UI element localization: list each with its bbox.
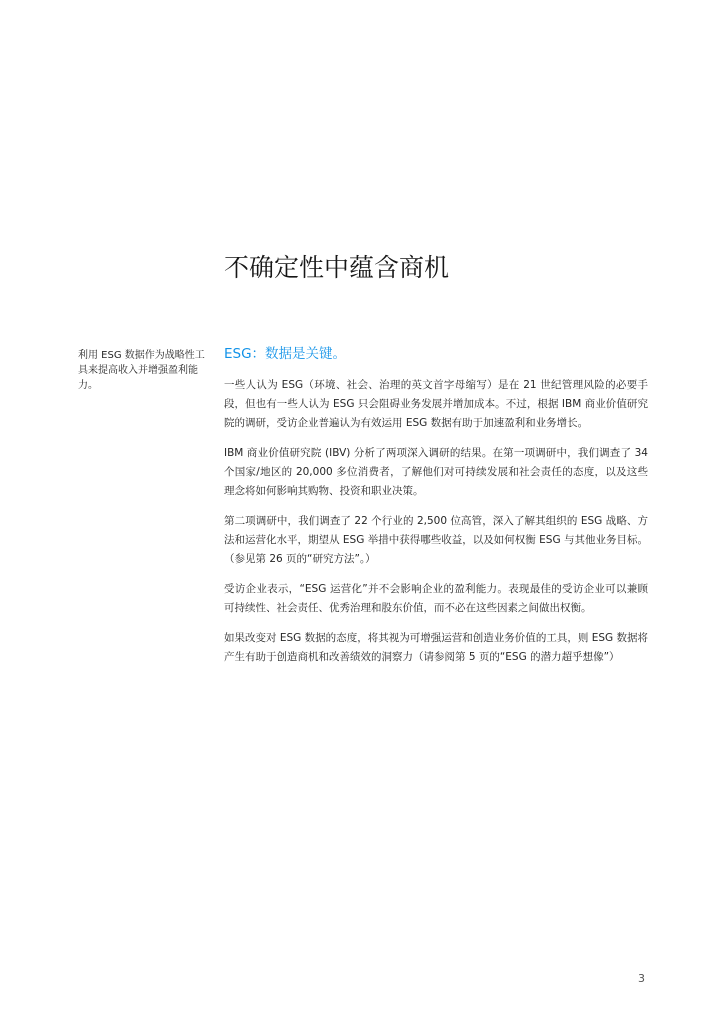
body-paragraph-1: 一些人认为 ESG（环境、社会、治理的英文首字母缩写）是在 21 世纪管理风险的必要手段，但也有一些人认为 ESG 只会阻碍业务发展并增加成本。不过，根据 IBM 商业价值研究院的调研，受访企业普遍认为有效运用 ESG 数据有助于加速盈利和业务增长。 [224,379,648,429]
main-content [224,344,648,678]
page-title: 不确定性中蕴含商机 [224,253,450,282]
body-paragraph-4: 受访企业表示，“ESG 运营化”并不会影响企业的盈利能力。表现最佳的受访企业可以兼顾可持续性、社会责任、优秀治理和股东价值，而不必在这些因素之间做出权衡。 [224,583,648,614]
body-paragraph-5: 如果改变对 ESG 数据的态度，将其视为可增强运营和创造业务价值的工具，则 ESG 数据将产生有助于创造商机和改善绩效的洞察力（请参阅第 5 页的“ESG 的潜力超乎想像”） [224,632,648,663]
sidebar-note: 利用 ESG 数据作为战略性工具来提高收入并增强盈利能力。 [78,350,205,391]
section-heading: ESG：数据是关键。 [224,346,347,362]
page-number: 3 [638,972,645,985]
body-paragraph-2: IBM 商业价值研究院 (IBV) 分析了两项深入调研的结果。在第一项调研中，我们调查了 34 个国家/地区的 20,000 多位消费者，了解他们对可持续发展和社会责任的态度，以及这些理念将如何影响其购物、投资和职业决策。 [224,447,648,497]
body-paragraph-3: 第二项调研中，我们调查了 22 个行业的 2,500 位高管，深入了解其组织的 ESG 战略、方法和运营化水平，期望从 ESG 举措中获得哪些收益，以及如何权衡 ESG 与其他业务目标。（参见第 26 页的“研究方法”。） [224,515,648,565]
